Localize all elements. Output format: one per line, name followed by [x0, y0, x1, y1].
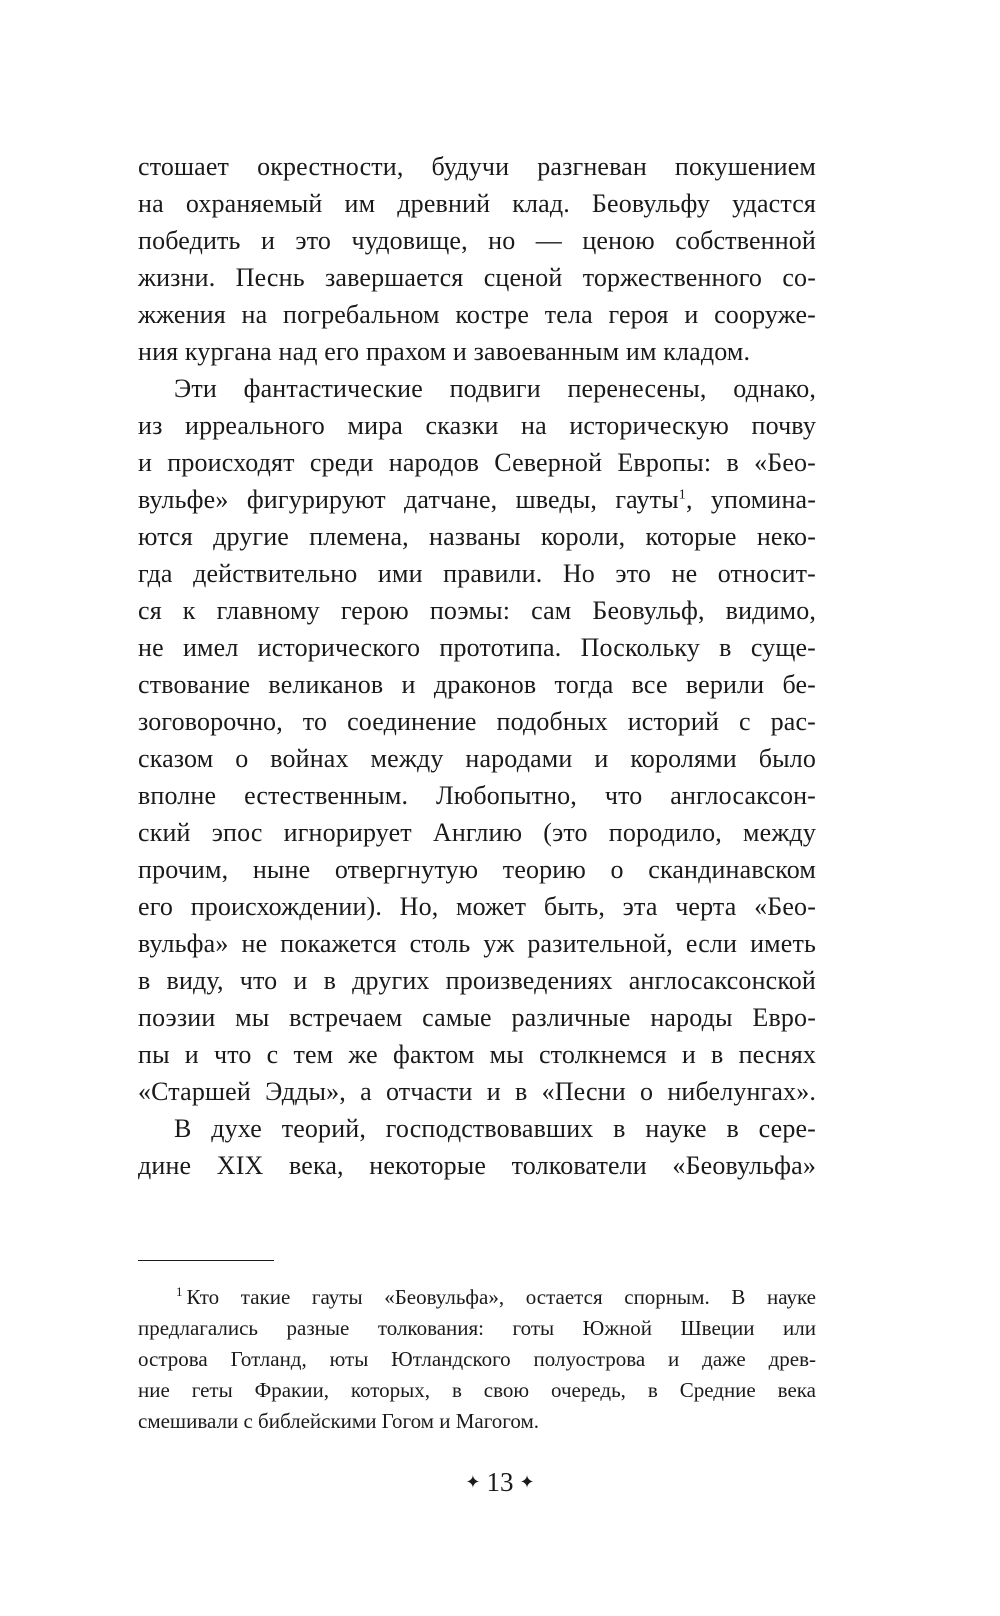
text-line: ствование великанов и драконов тогда все верили бе-: [138, 670, 816, 699]
text-line: ся к главному герою поэмы: сам Беовульф, видимо,: [138, 596, 816, 625]
text-line: на охраняемый им древний клад. Беовульфу удастся: [138, 189, 816, 218]
text-line: дине XIX века, некоторые толкователи «Беовульфа»: [138, 1151, 816, 1180]
footnote-line: острова Готланд, юты Ютландского полуострова и даже древ-: [138, 1347, 816, 1371]
text-line: поэзии мы встречаем самые различные народы Евро-: [138, 1003, 816, 1032]
text-line: прочим, ныне отвергнутую теорию о скандинавском: [138, 855, 816, 884]
text-segment: , упомина-: [685, 485, 817, 514]
footnote-number: 1: [176, 1284, 183, 1299]
footnote-divider: [138, 1260, 274, 1261]
text-line: «Старшей Эдды», а отчасти и в «Песни о нибелунгах».: [138, 1077, 816, 1106]
main-text: [138, 148, 816, 1184]
text-line: гда действительно ими правили. Но это не относит-: [138, 559, 816, 588]
page-number-area: [0, 1464, 1000, 1500]
footnote-line: предлагались разные толкования: готы Южной Швеции или: [138, 1316, 816, 1340]
text-line: жжения на погребальном костре тела героя и сооруже-: [138, 300, 816, 329]
text-line: и происходят среди народов Северной Европы: в «Бео-: [138, 448, 816, 477]
text-line-with-footnote-ref: [138, 481, 816, 518]
star-ornament-icon: ✦: [519, 1472, 535, 1492]
text-line: ский эпос игнорирует Англию (это породило, между: [138, 818, 816, 847]
text-line: В духе теорий, господствовавших в науке в сере-: [174, 1114, 816, 1143]
page-number: 13: [486, 1467, 514, 1497]
text-line: не имел исторического прототипа. Поскольку в суще-: [138, 633, 816, 662]
text-line: ются другие племена, названы короли, которые неко-: [138, 522, 816, 551]
text-line: победить и это чудовище, но — ценою собственной: [138, 226, 816, 255]
star-ornament-icon: ✦: [465, 1472, 481, 1492]
text-line: жизни. Песнь завершается сценой торжественного со-: [138, 263, 816, 292]
text-line: ния кургана над его прахом и завоеванным им кладом.: [138, 337, 751, 366]
text-line: из ирреального мира сказки на историческую почву: [138, 411, 816, 440]
text-line: зоговорочно, то соединение подобных историй с рас-: [138, 707, 816, 736]
footnote-line: ние геты Фракии, которых, в свою очередь, в Средние века: [138, 1378, 816, 1402]
text-line: сказом о войнах между народами и королями было: [138, 744, 816, 773]
text-line: Эти фантастические подвиги перенесены, однако,: [174, 374, 816, 403]
footnote-ref[interactable]: 1: [678, 487, 686, 503]
text-line: вполне естественным. Любопытно, что англосаксон-: [138, 781, 816, 810]
text-line: вульфа» не покажется столь уж разительной, если иметь: [138, 929, 816, 958]
footnote-line: [138, 1282, 816, 1313]
footnote-line: смешивали с библейскими Гогом и Магогом.: [138, 1409, 540, 1433]
text-segment: вульфе» фигурируют датчане, шведы, гауты: [138, 485, 679, 514]
footnote: [138, 1282, 816, 1437]
footnote-text: Кто такие гауты «Беовульфа», остается спорным. В науке: [186, 1285, 816, 1309]
text-line: пы и что с тем же фактом мы столкнемся и в песнях: [138, 1040, 816, 1069]
text-line: в виду, что и в других произведениях англосаксонской: [138, 966, 816, 995]
text-line: стошает окрестности, будучи разгневан покушением: [138, 152, 816, 181]
text-line: его происхождении). Но, может быть, эта черта «Бео-: [138, 892, 816, 921]
